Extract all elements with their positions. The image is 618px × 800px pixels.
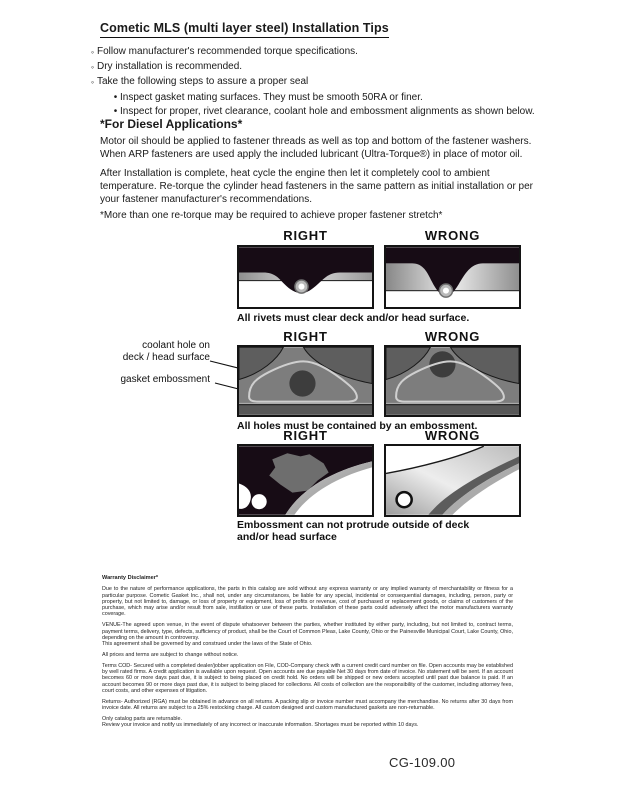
embossment-wrong-drawing bbox=[386, 347, 519, 415]
right-label: RIGHT bbox=[283, 228, 328, 243]
protrusion-wrong-diagram bbox=[384, 444, 521, 517]
fine-print-heading: Warranty Disclaimer* bbox=[102, 575, 159, 581]
diesel-section-heading: *For Diesel Applications* bbox=[100, 117, 243, 131]
list-item-text: Take the following steps to assure a proper seal bbox=[97, 76, 309, 88]
warranty-disclaimer bbox=[102, 575, 513, 733]
row1-caption: All rivets must clear deck and/or head surface. bbox=[237, 312, 470, 324]
annotation-line: coolant hole on bbox=[142, 340, 210, 351]
list-item bbox=[88, 45, 535, 60]
right-label: RIGHT bbox=[283, 329, 328, 344]
installation-tips-list bbox=[88, 45, 535, 119]
list-item bbox=[111, 91, 535, 105]
bullet-dot-icon bbox=[111, 91, 120, 105]
protrusion-right-drawing bbox=[239, 446, 372, 515]
gasket-embossment-annotation: gasket embossment bbox=[120, 374, 210, 385]
fine-print-paragraph: Terms COD- Secured with a completed dealer/jobber application on File, COD-Company check with a current credit card number on file. Open accounts may be established by well rated firms. A credit application is available upon request. Open accounts are due payable Net 30 days from date of invoice. No statement will be sent. If an account becomes 60 or more days past due, it is subject to being placed on credit hold. No orders will be shipped or new orders accepted until past due balance is paid. If an account becomes 90 or more days past due, it is subject to being placed for collections. All costs of collection are the responsibility of the customer, including attorney fees, court costs, and other expenses of litigation. bbox=[102, 662, 513, 694]
list-item-text: Follow manufacturer's recommended torque specifications. bbox=[97, 46, 358, 57]
rivet-clearance-right-diagram bbox=[237, 245, 374, 309]
embossment-right-diagram bbox=[237, 345, 374, 417]
annotation-line: deck / head surface bbox=[122, 351, 210, 363]
bullet-circle-icon bbox=[88, 60, 97, 75]
fine-print-paragraph: Review your invoice and notify us immediately of any incorrect or inaccurate information. Shortages must be reported within 10 days. bbox=[102, 722, 419, 729]
fine-print-paragraph: Due to the nature of performance applications, the parts in this catalog are sold without any express warranty or any implied warranty of merchantability or fitness for a particular purpose. Cometic Gasket Inc., shall not, under any circumstances, be liable for any special, incidental or consequential damages, including, person, party or property, but not limited to, damage, or loss of property or equipment, loss of profits or revenue, cost of purchased or replacement goods, or claims of customers of the purchase, which may arise and/or result from sale, instillation or use of these parts. Installation of these parts could adversely affect the motor manufacturers warranty coverage. bbox=[102, 586, 513, 618]
right-label: RIGHT bbox=[283, 428, 328, 443]
list-item-text: Dry installation is recommended. bbox=[97, 61, 243, 73]
wrong-label: WRONG bbox=[424, 228, 481, 243]
list-item-text: Inspect for proper, rivet clearance, coolant hole and embossment alignments as shown below. bbox=[120, 105, 535, 117]
page-title: Cometic MLS (multi layer steel) Installation Tips bbox=[100, 21, 389, 38]
page-code: CG-109.00 bbox=[389, 755, 456, 770]
protrusion-right-diagram bbox=[237, 444, 374, 517]
rivet-clearance-wrong-diagram bbox=[384, 245, 521, 309]
protrusion-wrong-drawing bbox=[386, 446, 519, 515]
bullet-circle-icon bbox=[88, 75, 97, 90]
fine-print-paragraph: Returns- Authorized (RGA) must be obtained in advance on all returns. A packing slip or invoice number must accompany the merchandise. No returns after 30 days from invoice date. All returns are subject to a 25% restocking charge. All custom designed and custom manufactured gaskets are non-returnable. bbox=[102, 698, 513, 712]
wrong-label: WRONG bbox=[424, 428, 481, 443]
fine-print-paragraph: Only catalog parts are returnable. bbox=[102, 715, 183, 722]
diesel-paragraph: Motor oil should be applied to fastener threads as well as top and bottom of the fastener washers. When ARP fasteners are used apply the included lubricant (Ultra-Torque®) in place of motor oil. bbox=[100, 136, 532, 160]
coolant-hole-icon bbox=[289, 370, 315, 396]
retorque-note: *More than one re-torque may be required to achieve proper fastener stretch* bbox=[100, 210, 443, 221]
wrong-label: WRONG bbox=[424, 329, 481, 344]
bullet-circle-icon bbox=[88, 45, 97, 60]
coolant-hole-annotation bbox=[100, 340, 210, 363]
row3-caption: Embossment can not protrude outside of deck and/or head surface bbox=[237, 519, 470, 543]
fine-print-paragraph: This agreement shall be governed by and construed under the laws of the State of Ohio. bbox=[102, 641, 313, 648]
bolt-hole-icon bbox=[252, 494, 267, 509]
rivet-wrong-drawing bbox=[386, 247, 519, 307]
row2-caption: All holes must be contained by an embossment. bbox=[237, 420, 478, 432]
embossment-right-drawing bbox=[239, 347, 372, 415]
list-item bbox=[88, 60, 535, 75]
list-item-text: Inspect gasket mating surfaces. They must be smooth 50RA or finer. bbox=[120, 91, 423, 103]
embossment-wrong-diagram bbox=[384, 345, 521, 417]
bolt-hole-icon bbox=[397, 492, 412, 507]
fine-print-paragraph: VENUE-The agreed upon venue, in the event of dispute whatsoever between the parties, whether instituted by either party, including, but not limited to, contract terms, payment terms, delivery, type, defects, sufficiency of product, shall be the Court of Common Pleas, Lake County, Ohio or the Painesville Municipal Court, Lake County, Ohio, depending on the amount in controversy. bbox=[102, 622, 513, 641]
diesel-paragraph: After Installation is complete, heat cycle the engine then let it completely cool to ambient temperature. Re-torque the cylinder head fasteners in the same pattern as initial installation or per your fastener manufacturer's recommendations. bbox=[100, 168, 534, 205]
fine-print-paragraph: All prices and terms are subject to change without notice. bbox=[102, 651, 239, 658]
list-item bbox=[88, 75, 535, 90]
rivet-right-drawing bbox=[239, 247, 372, 307]
